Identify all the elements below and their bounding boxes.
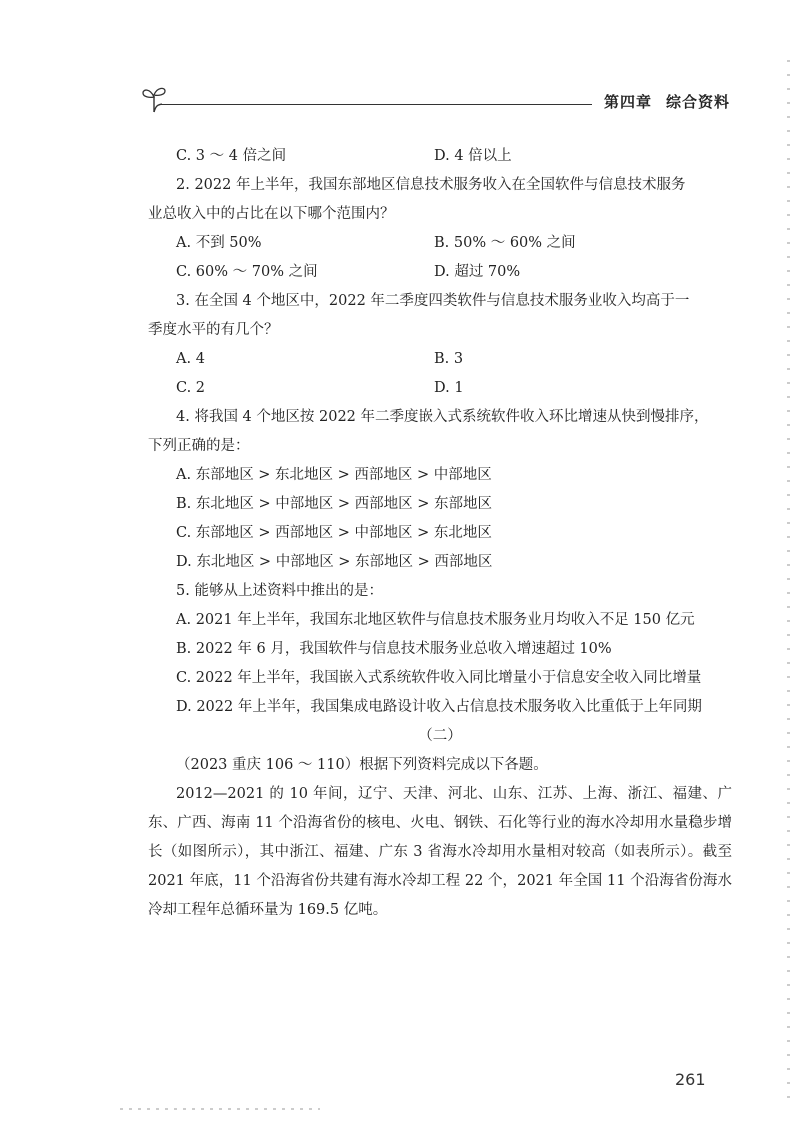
page-content <box>148 142 732 925</box>
q2-stem-line2: 业总收入中的占比在以下哪个范围内？ <box>148 206 395 222</box>
page-header <box>140 82 730 116</box>
q2-stem-line1: 2. 2022 年上半年，我国东部地区信息技术服务收入在全国软件与信息技术服务 <box>176 177 686 193</box>
q5-stem: 5. 能够从上述资料中推出的是： <box>176 583 383 599</box>
section-heading: （二） <box>418 728 462 744</box>
scan-bottom-dots <box>120 1108 320 1110</box>
q4-option-c: C. 东部地区 > 西部地区 > 中部地区 > 东北地区 <box>176 525 492 541</box>
q3-options-cd <box>148 374 732 403</box>
chapter-number: 第四章 <box>603 93 652 111</box>
q1-options-cd <box>148 142 732 171</box>
q4-stem-line2: 下列正确的是： <box>148 438 250 454</box>
q5-option-c: C. 2022 年上半年，我国嵌入式系统软件收入同比增量小于信息安全收入同比增量 <box>176 670 702 686</box>
q3-stem-line1: 3. 在全国 4 个地区中，2022 年二季度四类软件与信息技术服务业收入均高于一 <box>176 293 690 309</box>
q1-option-c: C. 3 ～ 4 倍之间 <box>176 148 287 164</box>
q1-option-d: D. 4 倍以上 <box>434 148 512 164</box>
scan-edge-dots <box>787 60 790 1100</box>
q3-stem-line2: 季度水平的有几个？ <box>148 322 279 338</box>
q5-option-b: B. 2022 年 6 月，我国软件与信息技术服务业总收入增速超过 10% <box>176 641 612 657</box>
q3-option-a: A. 4 <box>176 351 205 367</box>
section-paragraph: 2012—2021 的 10 年间，辽宁、天津、河北、山东、江苏、上海、浙江、福建、广东、广西、海南 11 个沿海省份的核电、火电、钢铁、石化等行业的海水冷却用水量稳步增长（如图所示），其中浙江、福建、广东 3 省海水冷却用水量相对较高（如表所示）。截至 2021 年底，11 个沿海省份共建有海水冷却工程 22 个，2021 年全国 11 个沿海省份海水冷却工程年总循环量为 169.5 亿吨。 <box>148 786 732 918</box>
q4-stem-line1: 4. 将我国 4 个地区按 2022 年二季度嵌入式系统软件收入环比增速从快到慢排序， <box>176 409 709 425</box>
q2-option-c: C. 60% ～ 70% 之间 <box>176 264 318 280</box>
q4-option-b: B. 东北地区 > 中部地区 > 西部地区 > 东部地区 <box>176 496 492 512</box>
q4-option-d: D. 东北地区 > 中部地区 > 东部地区 > 西部地区 <box>176 554 493 570</box>
q2-option-b: B. 50% ～ 60% 之间 <box>434 235 576 251</box>
q4-option-a: A. 东部地区 > 东北地区 > 西部地区 > 中部地区 <box>176 467 492 483</box>
header-rule <box>160 104 592 105</box>
q5-option-a: A. 2021 年上半年，我国东北地区软件与信息技术服务业月均收入不足 150 亿元 <box>176 612 695 628</box>
q3-option-d: D. 1 <box>434 380 464 396</box>
q2-options-ab <box>148 229 732 258</box>
q5-option-d: D. 2022 年上半年，我国集成电路设计收入占信息技术服务收入比重低于上年同期 <box>176 699 702 715</box>
page-number: 261 <box>675 1070 706 1089</box>
q2-options-cd <box>148 258 732 287</box>
q3-option-b: B. 3 <box>434 351 464 367</box>
q3-options-ab <box>148 345 732 374</box>
q2-option-a: A. 不到 50% <box>176 235 262 251</box>
q3-option-c: C. 2 <box>176 380 206 396</box>
chapter-section: 综合资料 <box>665 93 730 111</box>
chapter-title <box>604 91 730 112</box>
sprout-icon <box>140 82 168 116</box>
section-source: （2023 重庆 106 ～ 110）根据下列资料完成以下各题。 <box>176 757 548 773</box>
q2-option-d: D. 超过 70% <box>434 264 521 280</box>
